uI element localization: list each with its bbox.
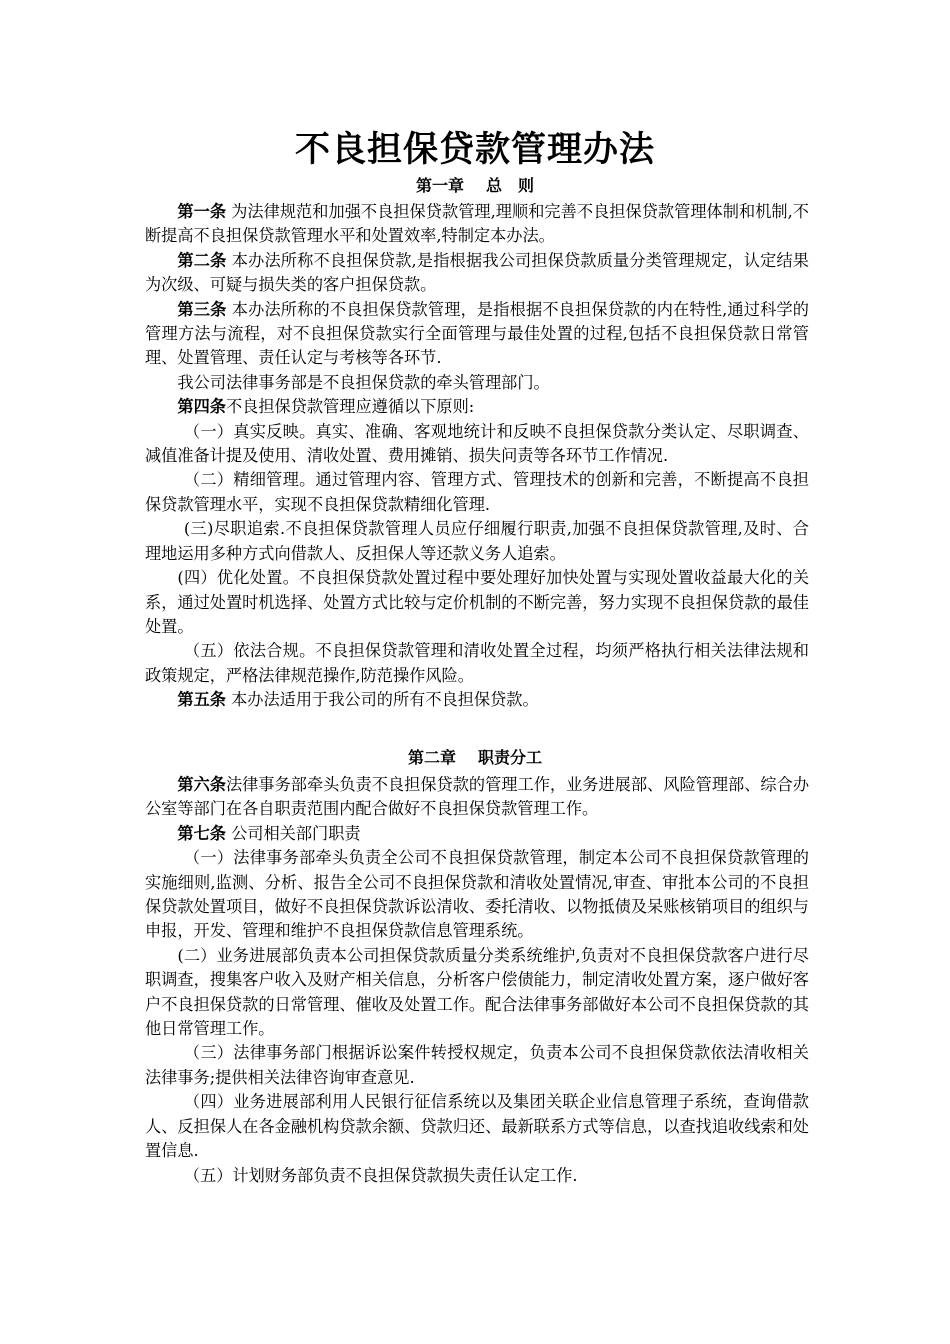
article-7-item-3: （三）法律事务部门根据诉讼案件转授权规定，负责本公司不良担保贷款依法清收相关法律事务;提供相关法律咨询审查意见.: [145, 1043, 809, 1087]
chapter-heading-1: [0, 175, 950, 197]
article-4: [145, 395, 809, 419]
article-7-item-5: （五）计划财务部负责不良担保贷款损失责任认定工作.: [183, 1165, 578, 1185]
article-1: [145, 200, 809, 249]
article-7: [145, 822, 809, 846]
article-text: 法律事务部牵头负责不良担保贷款的管理工作，业务进展部、风险管理部、综合办公室等部门在各自职责范围内配合做好不良担保贷款管理工作。: [145, 775, 810, 819]
article-7-item-4: （四）业务进展部利用人民银行征信系统以及集团关联企业信息管理子系统，查询借款人、反担保人在各金融机构贷款余额、贷款归还、最新联系方式等信息，以查找追收线索和处置信息.: [145, 1092, 809, 1161]
article-4-item-5: （五）依法合规。不良担保贷款管理和清收处置全过程，均须严格执行相关法律法规和政策规定，严格法律规范操作,防范操作风险。: [145, 641, 809, 685]
article-label: 第五条: [177, 690, 226, 710]
article-label: 第一条: [177, 202, 227, 221]
article-label: 第六条: [177, 775, 226, 794]
article-4-item-3: (三)尽职追索.不良担保贷款管理人员应仔细履行职责,加强不良担保贷款管理,及时、合理地运用多种方式向借款人、反担保人等还款义务人追索。: [145, 519, 809, 563]
chapter-name: 总 则: [486, 176, 535, 195]
article-5: [145, 688, 809, 712]
article-text: 公司相关部门职责: [231, 823, 361, 843]
chapter-label: 第一章: [415, 176, 464, 195]
article-text: 为法律规范和加强不良担保贷款管理,理顺和完善不良担保贷款管理体制和机制,不断提高不良担保贷款管理水平和处置效率,特制定本办法。: [145, 202, 809, 246]
article-label: 第三条: [177, 299, 227, 319]
chapter-2-body: [145, 773, 809, 1188]
article-4-item-1: （一）真实反映。真实、准确、客观地统计和反映不良担保贷款分类认定、尽职调查、减值准备计提及使用、清收处置、费用摊销、损失问责等各环节工作情况.: [145, 421, 809, 466]
article-7-item-1: （一）法律事务部牵头负责全公司不良担保贷款管理，制定本公司不良担保贷款管理的实施细则,监测、分析、报告全公司不良担保贷款和清收处置情况,审查、审批本公司的不良担保贷款处置项目，做好不良担保贷款诉讼清收、委托清收、以物抵债及呆账核销项目的组织与申报，开发、管理和维护不良担保贷款信息管理系统。: [145, 848, 809, 941]
article-text: 不良担保贷款管理应遵循以下原则:: [225, 397, 475, 417]
article-2: [145, 249, 809, 298]
article-text: 本办法所称的不良担保贷款管理，是指根据不良担保贷款的内在特性,通过科学的管理方法与流程，对不良担保贷款实行全面管理与最佳处置的过程,包括不良担保贷款日常管理、处置管理、责任认定与考核等各环节.: [145, 299, 809, 368]
article-text: 本办法适用于我公司的所有不良担保贷款。: [231, 690, 539, 710]
article-label: 第四条: [177, 397, 226, 417]
article-label: 第二条: [177, 250, 227, 270]
chapter-heading-2: [0, 747, 950, 769]
article-4-item-4: (四）优化处置。不良担保贷款处置过程中要处理好加快处置与实现处置收益最大化的关系，通过处置时机选择、处置方式比较与定价机制的不断完善，努力实现不良担保贷款的最佳处置。: [145, 568, 809, 636]
article-3: [145, 298, 809, 371]
article-7-item-2: (二）业务进展部负责本公司担保贷款质量分类系统维护,负责对不良担保贷款客户进行尽职调查，搜集客户收入及财产相关信息，分析客户偿债能力，制定清收处置方案，逐户做好客户不良担保贷款的日常管理、催收及处置工作。配合法律事务部做好本公司不良担保贷款的其他日常管理工作。: [145, 945, 809, 1039]
article-3-extra: 我公司法律事务部是不良担保贷款的牵头管理部门。: [177, 372, 550, 392]
article-text: 本办法所称不良担保贷款,是指根据我公司担保贷款质量分类管理规定，认定结果为次级、可疑与损失类的客户担保贷款。: [145, 250, 809, 295]
article-6: [145, 773, 809, 822]
chapter-label: 第二章: [407, 748, 456, 767]
chapter-name: 职责分工: [478, 748, 543, 767]
chapter-1-body: [145, 200, 809, 713]
article-4-item-2: （二）精细管理。通过管理内容、管理方式、管理技术的创新和完善，不断提高不良担保贷款管理水平，实现不良担保贷款精细化管理.: [145, 470, 809, 514]
document-title: 不良担保贷款管理办法: [294, 130, 655, 170]
article-label: 第七条: [177, 823, 226, 843]
